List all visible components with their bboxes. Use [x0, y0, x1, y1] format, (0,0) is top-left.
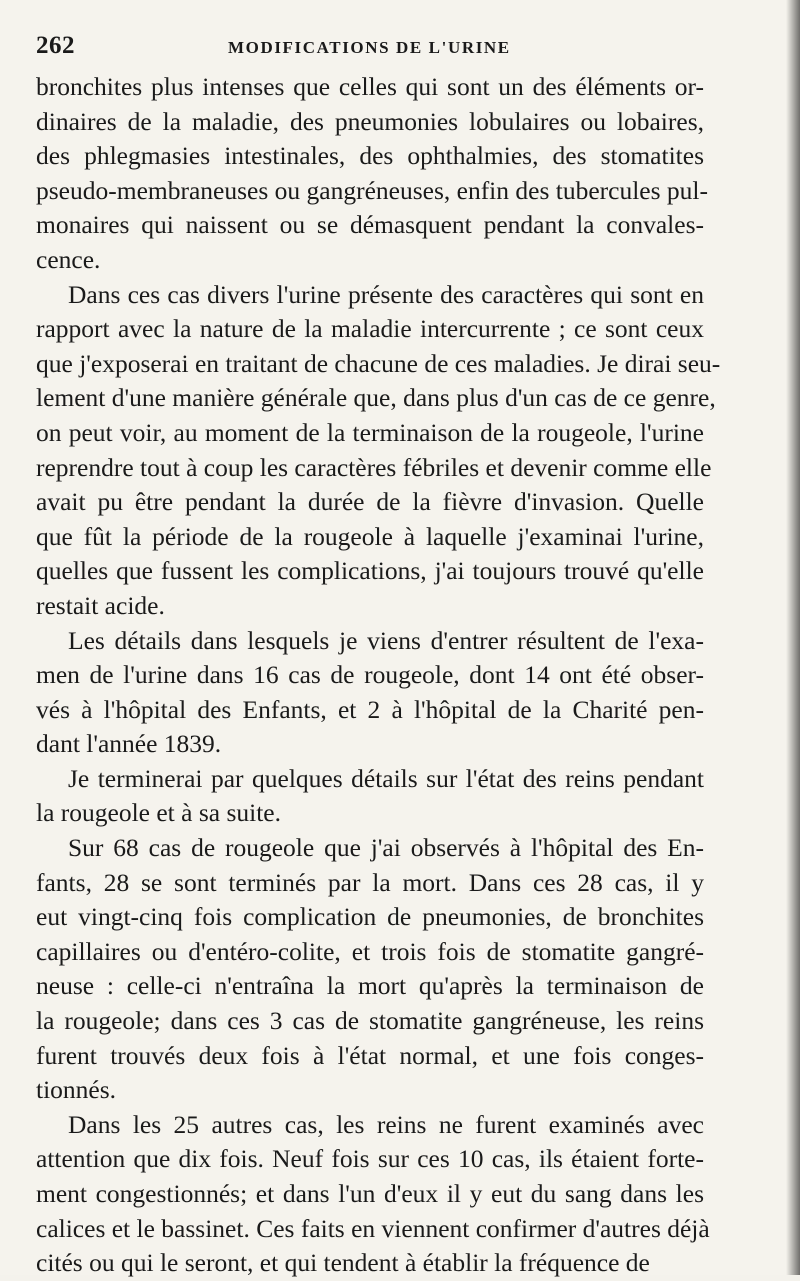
- text-line: vés à l'hôpital des Enfants, et 2 à l'hôpital de la Charité pen-: [36, 694, 704, 724]
- page-edge-shadow: [786, 0, 800, 1275]
- text-line: furent trouvés deux fois à l'état normal, et une fois conges-: [36, 1040, 704, 1070]
- text-line: avait pu être pendant la durée de la fièvre d'invasion. Quelle: [36, 487, 704, 517]
- text-line: ment congestionnés; et dans l'un d'eux il y eut du sang dans les: [36, 1179, 704, 1208]
- text-line: capillaires ou d'entéro-colite, et trois fois de stomatite gangré-: [36, 936, 704, 966]
- text-line: dinaires de la maladie, des pneumonies lobulaires ou lobaires,: [36, 106, 704, 136]
- text-line: pseudo-membraneuses ou gangréneuses, enfin des tubercules pul-: [36, 175, 709, 205]
- text-line: reprendre tout à coup les caractères fébriles et devenir comme elle: [36, 452, 712, 482]
- text-line: Je terminerai par quelques détails sur l'état des reins pendant: [68, 763, 704, 793]
- text-line: cence.: [36, 244, 101, 274]
- page-number: 262: [36, 32, 75, 59]
- text-line: monaires qui naissent ou se démasquent pendant la convales-: [36, 210, 704, 240]
- paragraph: [36, 762, 704, 831]
- paragraph: [36, 1108, 710, 1281]
- text-line: Les détails dans lesquels je viens d'entrer résultent de l'exa-: [68, 625, 704, 655]
- text-line: Sur 68 cas de rougeole que j'ai observés à l'hôpital des En-: [68, 833, 704, 863]
- text-line: restait acide.: [36, 590, 165, 620]
- text-line: fants, 28 se sont terminés par la mort. Dans ces 28 cas, il y: [36, 867, 704, 897]
- text-line: dant l'année 1839.: [36, 729, 222, 759]
- text-line: cités ou qui le seront, et qui tendent à établir la fréquence de: [36, 1248, 650, 1278]
- body-text: [36, 70, 721, 1281]
- running-head: MODIFICATIONS DE L'URINE: [228, 38, 511, 57]
- text-line: lement d'une manière générale que, dans plus d'un cas de ce genre,: [36, 383, 716, 413]
- page-header: [36, 30, 726, 70]
- text-line: la rougeole et à sa suite.: [36, 798, 281, 828]
- text-line: Dans ces cas divers l'urine présente des caractères qui sont en: [68, 279, 704, 309]
- text-line: attention que dix fois. Neuf fois sur ces 10 cas, ils étaient forte-: [36, 1144, 704, 1174]
- text-line: des phlegmasies intestinales, des ophthalmies, des stomatites: [36, 141, 704, 171]
- text-line: on peut voir, au moment de la terminaison de la rougeole, l'urine: [36, 417, 704, 447]
- text-line: eut vingt-cinq fois complication de pneumonies, de bronchites: [36, 902, 704, 932]
- text-line: la rougeole; dans ces 3 cas de stomatite gangréneuse, les reins: [36, 1006, 704, 1036]
- text-line: men de l'urine dans 16 cas de rougeole, dont 14 ont été obser-: [36, 660, 704, 690]
- text-line: Dans les 25 autres cas, les reins ne furent examinés avec: [68, 1109, 704, 1139]
- text-line: tionnés.: [36, 1075, 117, 1105]
- paragraph: [36, 278, 721, 624]
- text-line: que j'exposerai en traitant de chacune de ces maladies. Je dirai seu-: [36, 348, 721, 378]
- text-line: bronchites plus intenses que celles qui sont un des éléments or-: [36, 72, 704, 101]
- text-line: neuse : celle-ci n'entraîna la mort qu'après la terminaison de: [36, 971, 704, 1001]
- text-line: quelles que fussent les complications, j'ai toujours trouvé qu'elle: [36, 556, 704, 586]
- paragraph: [36, 70, 709, 278]
- text-line: rapport avec la nature de la maladie intercurrente ; ce sont ceux: [36, 314, 704, 344]
- text-line: que fût la période de la rougeole à laquelle j'examinai l'urine,: [36, 521, 704, 551]
- text-line: calices et le bassinet. Ces faits en viennent confirmer d'autres déjà: [36, 1213, 710, 1243]
- paragraph: [36, 831, 704, 1108]
- paragraph: [36, 624, 704, 762]
